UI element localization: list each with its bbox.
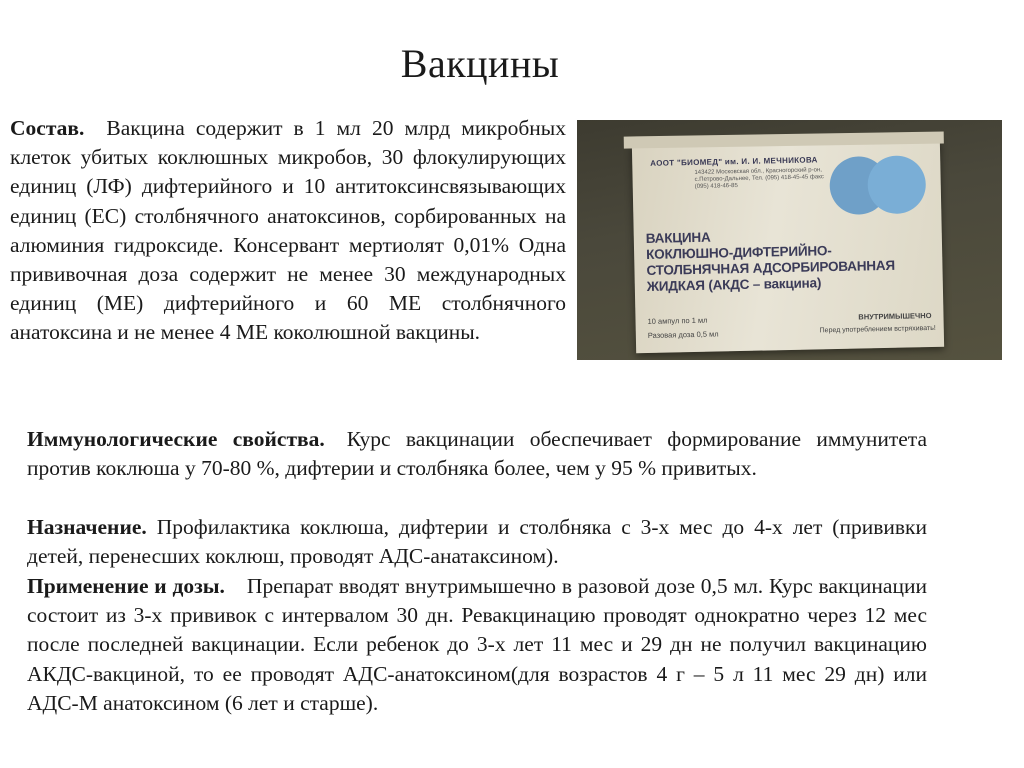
box-logo-circles xyxy=(829,155,925,217)
box-name-line: СТОЛБНЯЧНАЯ АДСОРБИРОВАННАЯ xyxy=(646,257,896,278)
purpose-paragraph xyxy=(27,513,927,571)
purpose-heading: Назначение. xyxy=(27,515,147,539)
blue-circle-icon xyxy=(867,155,926,214)
slide-title: Вакцины xyxy=(400,41,560,86)
immunological-text: Курс вакцинации обеспечивает формирование иммунитета против коклюша у 70-80 %, дифтерии и столбняка более, чем у 95 % привитых. xyxy=(27,427,927,481)
box-shake-note: Перед употреблением встряхивать! xyxy=(819,324,936,335)
purpose-text: Профилактика коклюша, дифтерии и столбняка с 3-х мес до 4-х лет (прививки детей, перенесших коклюш, проводят АДС-анатаксином). xyxy=(27,515,927,569)
immunological-paragraph xyxy=(27,425,927,483)
usage-text: Препарат вводят внутримышечно в разовой дозе 0,5 мл. Курс вакцинации состоит из 3-х прививок с интервалом 30 дн. Ревакцинацию проводят однократно через 12 мес после последней вакцинации. Если ребенок до 3-х лет 11 мес и 29 дн не получил вакцинацию АКДС-вакциной, то ее проводят АДС-анатоксином(для возрастов 4 г – 5 л 11 мес 29 дн) или АДС-М анатоксином (6 лет и старше). xyxy=(27,574,927,715)
box-address: 143422 Московская обл., Красногорский р-он, с.Петрово-Дальнее, Тел. (095) 418-45-45 факс (095) 418-46-85 xyxy=(694,167,824,190)
usage-paragraph xyxy=(27,572,927,718)
composition-text: Вакцина содержит в 1 мл 20 млрд микробных клеток убитых коклюшных микробов, 30 флокулирующих единиц (ЛФ) дифтерийного и 10 антитоксинсвязывающих единиц (ЕС) столбнячного анатоксинов, сорбированных на алюминия гидроксиде. Консервант мертиолят 0,01% Одна прививочная доза содержит не менее 30 международных единиц (МЕ) дифтерийного и 60 МЕ столбнячного анатоксина и не менее 4 МЕ коколюшной вакцины. xyxy=(10,116,566,345)
box-name-line: ЖИДКАЯ (АКДС – вакцина) xyxy=(646,275,822,294)
box-maker: АООТ "БИОМЕД" им. И. И. МЕЧНИКОВА xyxy=(650,155,818,168)
vaccine-box xyxy=(632,139,944,353)
composition-paragraph xyxy=(10,114,566,348)
usage-heading: Применение и дозы. xyxy=(27,574,225,598)
box-product-name xyxy=(646,226,896,295)
composition-heading: Состав. xyxy=(10,116,85,140)
box-route: ВНУТРИМЫШЕЧНО xyxy=(858,311,932,322)
immunological-heading: Иммунологические свойства. xyxy=(27,427,325,451)
box-dose: Разовая доза 0,5 мл xyxy=(647,329,719,340)
box-name-line: КОКЛЮШНО-ДИФТЕРИЙНО- xyxy=(645,243,832,262)
box-ampoules: 10 ампул по 1 мл xyxy=(647,315,708,326)
vaccine-box-photo xyxy=(577,120,1002,360)
box-name-line: ВАКЦИНА xyxy=(645,229,711,246)
